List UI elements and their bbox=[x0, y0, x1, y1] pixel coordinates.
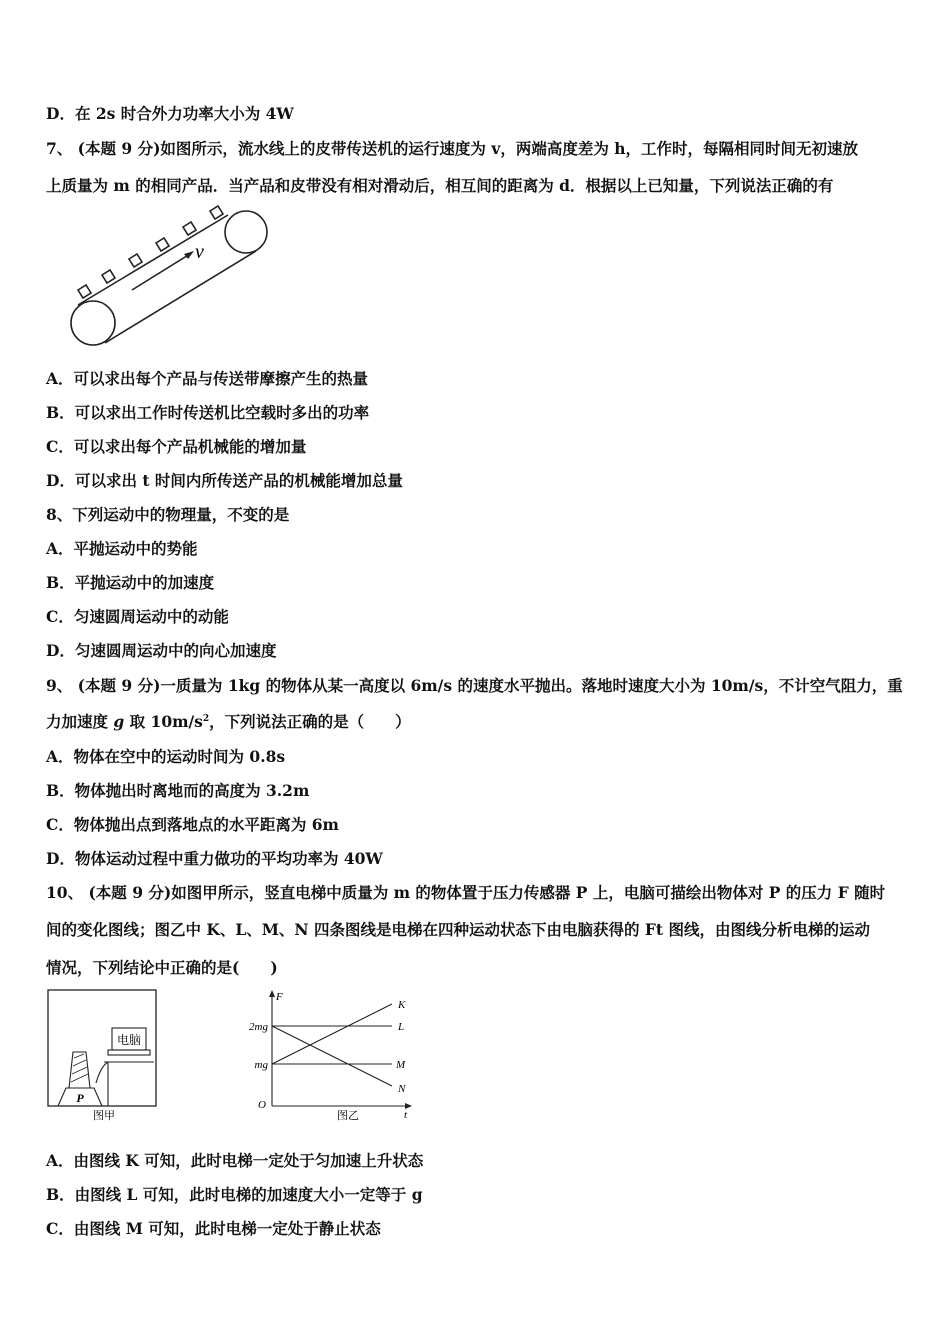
y-axis-label: F bbox=[276, 991, 283, 1003]
origin-label: O bbox=[258, 1099, 266, 1111]
q9-option-c: C．物体抛出点到落地点的水平距离为 6m bbox=[46, 815, 339, 834]
q10-option-c: C．由图线 M 可知，此时电梯一定处于静止状态 bbox=[46, 1219, 381, 1238]
belt-lower bbox=[105, 251, 256, 343]
q8-option-a: A．平抛运动中的势能 bbox=[46, 539, 198, 558]
conveyor-belt-figure bbox=[60, 198, 280, 348]
q9-stem-1: 9、 (本题 9 分)一质量为 1kg 的物体从某一高度以 6m/s 的速度水平抛出。落地时速度大小为 10m/s，不计空气阻力，重 bbox=[46, 676, 903, 695]
line-N bbox=[272, 1026, 392, 1086]
label-M: M bbox=[396, 1059, 406, 1071]
prev-option-d: D．在 2s 时合外力功率大小为 4W bbox=[46, 104, 294, 123]
force-time-graph bbox=[238, 988, 418, 1124]
q9-option-d: D．物体运动过程中重力做功的平均功率为 40W bbox=[46, 849, 383, 868]
q10-stem-2: 间的变化图线；图乙中 K、L、M、N 四条图线是电梯在四种运动状态下由电脑获得的 Ft 图线，由图线分析电梯的运动 bbox=[46, 920, 870, 939]
q7-stem-1: 7、 (本题 9 分)如图所示，流水线上的皮带传送机的运行速度为 v，两端高度差为 h，工作时，每隔相同时间无初速放 bbox=[46, 139, 858, 158]
q9-stem-2: 力加速度 g 取 $10m/s^2$，下列说法正确的是（ ） bbox=[46, 712, 411, 731]
tick-2mg: 2mg bbox=[249, 1021, 268, 1033]
computer-base bbox=[108, 1050, 150, 1055]
belt-upper bbox=[78, 215, 228, 305]
x-axis-label: t bbox=[404, 1109, 408, 1121]
q7-stem-2: 上质量为 m 的相同产品．当产品和皮带没有相对滑动后，相互间的距离为 d．根据以上已知量，下列说法正确的有 bbox=[46, 176, 834, 195]
q9-option-a: A．物体在空中的运动时间为 0.8s bbox=[46, 747, 286, 766]
label-N: N bbox=[398, 1083, 406, 1095]
velocity-label: v bbox=[195, 241, 204, 263]
q8-option-c: C．匀速圆周运动中的动能 bbox=[46, 607, 229, 626]
q7-option-d: D．可以求出 t 时间内所传送产品的机械能增加总量 bbox=[46, 471, 403, 490]
q7-option-c: C．可以求出每个产品机械能的增加量 bbox=[46, 437, 307, 456]
label-K: K bbox=[398, 999, 406, 1011]
top-pulley bbox=[225, 211, 267, 253]
q7-option-a: A．可以求出每个产品与传送带摩擦产生的热量 bbox=[46, 369, 369, 388]
bottom-pulley bbox=[71, 301, 115, 345]
sensor-cable bbox=[96, 1062, 108, 1083]
y-arrow bbox=[269, 990, 275, 997]
q7-option-b: B．可以求出工作时传送机比空载时多出的功率 bbox=[46, 403, 370, 422]
figure-b-caption: 图乙 bbox=[337, 1110, 359, 1122]
computer-label: 电脑 bbox=[116, 1033, 142, 1047]
elevator-figure bbox=[46, 988, 160, 1124]
q8-stem: 8、下列运动中的物理量，不变的是 bbox=[46, 505, 290, 524]
q10-stem-3: 情况，下列结论中正确的是( ) bbox=[46, 958, 278, 977]
figure-a-caption: 图甲 bbox=[93, 1110, 115, 1122]
object-block bbox=[69, 1052, 90, 1088]
q9-option-b: B．物体抛出时离地而的高度为 3.2m bbox=[46, 781, 310, 800]
line-K bbox=[272, 1004, 392, 1064]
velocity-arrowhead bbox=[184, 251, 194, 259]
sensor-label: P bbox=[76, 1091, 84, 1105]
elevator-box bbox=[48, 990, 156, 1106]
q10-stem-1: 10、 (本题 9 分)如图甲所示，竖直电梯中质量为 m 的物体置于压力传感器 P 上，电脑可描绘出物体对 P 的压力 F 随时 bbox=[46, 883, 886, 902]
q8-option-b: B．平抛运动中的加速度 bbox=[46, 573, 215, 592]
q10-option-b: B．由图线 L 可知，此时电梯的加速度大小一定等于 g bbox=[46, 1185, 423, 1204]
q10-option-a: A．由图线 K 可知，此时电梯一定处于匀加速上升状态 bbox=[46, 1151, 424, 1170]
q8-option-d: D．匀速圆周运动中的向心加速度 bbox=[46, 641, 277, 660]
tick-mg: mg bbox=[254, 1059, 268, 1071]
label-L: L bbox=[398, 1021, 405, 1033]
